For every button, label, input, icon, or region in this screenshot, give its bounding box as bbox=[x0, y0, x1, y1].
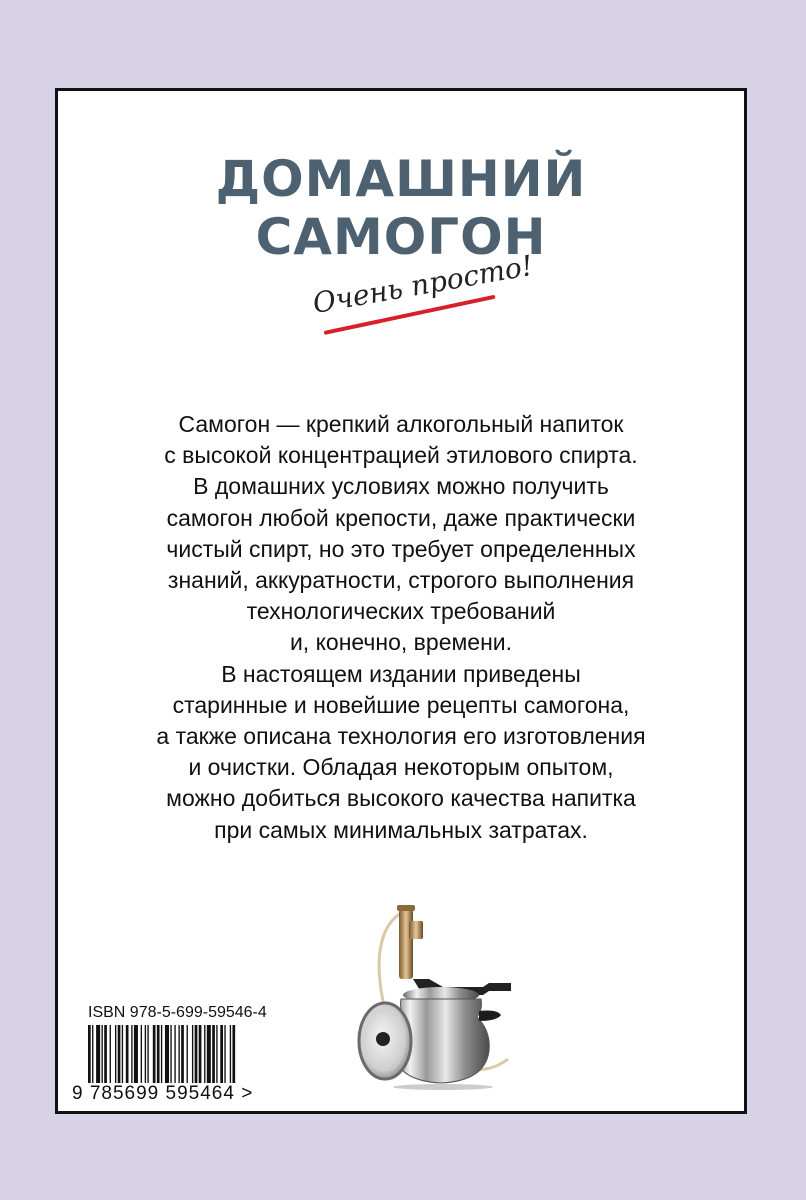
slogan-text: Очень просто! bbox=[310, 248, 536, 320]
description-line: можно добиться высокого качества напитка bbox=[166, 785, 636, 812]
description-line: и очистки. Обладая некоторым опытом, bbox=[188, 754, 614, 781]
book-title-line-2: САМОГОН bbox=[255, 208, 547, 266]
description-line: знаний, аккуратности, строгого выполнения bbox=[167, 567, 635, 594]
back-cover-panel bbox=[55, 88, 747, 1114]
description-line: В настоящем издании приведены bbox=[221, 660, 581, 687]
description-line: самогон любой крепости, даже практически bbox=[166, 504, 636, 531]
description-line: Самогон — крепкий алкогольный напиток bbox=[178, 411, 624, 437]
description-line: а также описана технология его изготовления bbox=[156, 723, 646, 750]
distiller-pot-icon bbox=[313, 891, 513, 1091]
description-line: при самых минимальных затратах. bbox=[214, 816, 588, 843]
barcode-digits: 9 785699 595464 > bbox=[72, 1083, 254, 1104]
description-line: чистый спирт, но это требует определенных bbox=[166, 535, 636, 562]
book-title-line-1: ДОМАШНИЙ bbox=[215, 150, 587, 208]
series-slogan bbox=[310, 248, 536, 351]
isbn-label: ISBN 978-5-699-59546-4 bbox=[88, 1004, 267, 1021]
description-line: с высокой концентрацией этилового спирта. bbox=[164, 442, 638, 469]
description-line: и, конечно, времени. bbox=[289, 629, 513, 656]
description-line: технологических требований bbox=[246, 598, 556, 625]
book-description bbox=[78, 409, 724, 846]
description-line: В домашних условиях можно получить bbox=[193, 473, 609, 500]
description-line: старинные и новейшие рецепты самогона, bbox=[172, 691, 630, 718]
